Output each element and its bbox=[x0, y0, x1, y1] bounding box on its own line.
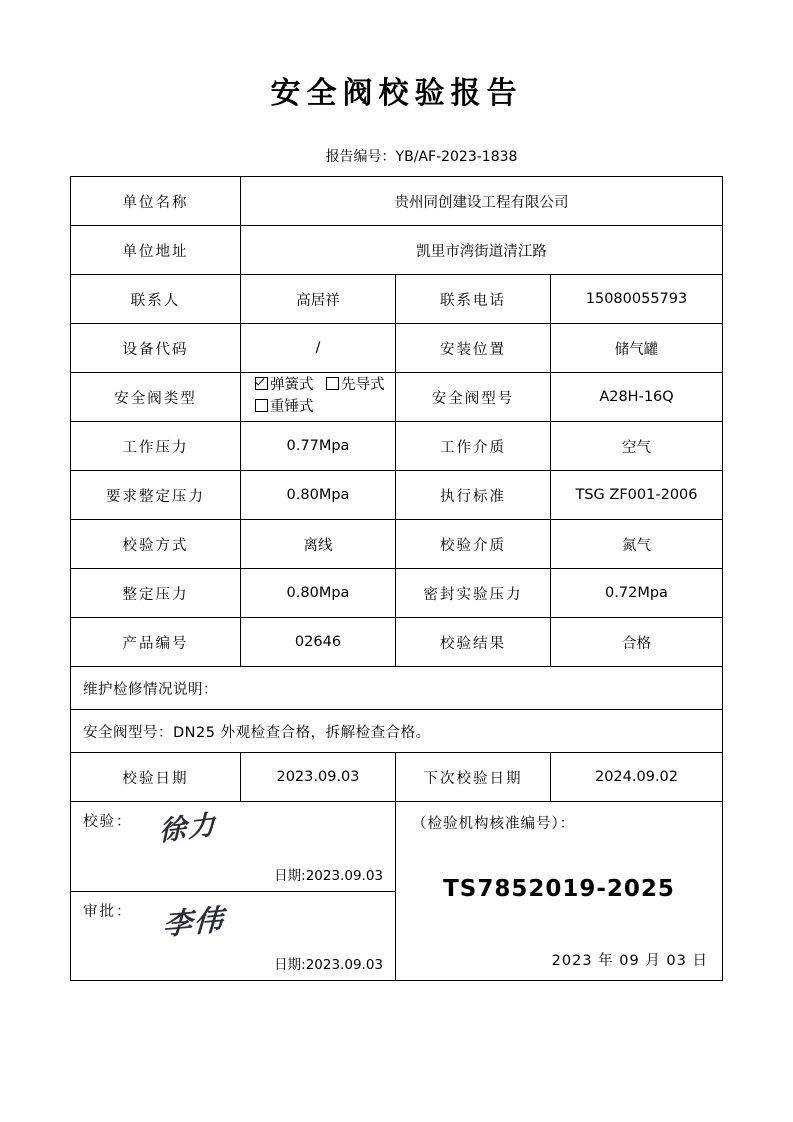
standard-value: TSG ZF001-2006 bbox=[551, 471, 723, 520]
valve-type-option-label: 先导式 bbox=[341, 377, 385, 394]
table-row bbox=[71, 569, 723, 618]
contact-label: 联系人 bbox=[71, 275, 241, 324]
valve-model-label: 安全阀型号 bbox=[396, 373, 551, 422]
work-medium-value: 空气 bbox=[551, 422, 723, 471]
table-row bbox=[71, 802, 723, 892]
check-date-label: 校验日期 bbox=[71, 753, 241, 802]
table-row bbox=[71, 275, 723, 324]
table-row bbox=[71, 710, 723, 753]
checker-signature: 徐力 bbox=[158, 809, 218, 848]
unit-address-label: 单位地址 bbox=[71, 226, 241, 275]
table-row bbox=[71, 226, 723, 275]
set-pressure-value: 0.80Mpa bbox=[241, 569, 396, 618]
unit-address-value: 凯里市湾街道清江路 bbox=[241, 226, 723, 275]
check-date-value: 2023.09.03 bbox=[241, 753, 396, 802]
work-pressure-label: 工作压力 bbox=[71, 422, 241, 471]
org-code-label: （检验机构核准编号）： bbox=[412, 816, 576, 832]
unit-name-value: 贵州同创建设工程有限公司 bbox=[241, 177, 723, 226]
table-row bbox=[71, 324, 723, 373]
checker-label: 校验： bbox=[83, 814, 133, 830]
install-position-value: 储气罐 bbox=[551, 324, 723, 373]
seal-pressure-value: 0.72Mpa bbox=[551, 569, 723, 618]
approver-date: 日期:2023.09.03 bbox=[274, 957, 383, 973]
table-row bbox=[71, 753, 723, 802]
valve-type-option-label: 弹簧式 bbox=[270, 377, 314, 394]
check-method-value: 离线 bbox=[241, 520, 396, 569]
maintenance-text: 安全阀型号：DN25 外观检查合格，拆解检查合格。 bbox=[71, 710, 723, 753]
phone-value: 15080055793 bbox=[551, 275, 723, 324]
valve-type-option-label: 重锤式 bbox=[270, 399, 314, 415]
valve-type-options bbox=[241, 373, 396, 422]
org-approval-cell bbox=[396, 802, 723, 981]
phone-label: 联系电话 bbox=[396, 275, 551, 324]
issue-date: 2023 年 09 月 03 日 bbox=[551, 953, 708, 969]
valve-model-value: A28H-16Q bbox=[551, 373, 723, 422]
set-pressure-required-value: 0.80Mpa bbox=[241, 471, 396, 520]
approver-cell bbox=[71, 891, 396, 981]
work-pressure-value: 0.77Mpa bbox=[241, 422, 396, 471]
next-check-date-value: 2024.09.02 bbox=[551, 753, 723, 802]
seal-pressure-label: 密封实验压力 bbox=[396, 569, 551, 618]
check-result-label: 校验结果 bbox=[396, 618, 551, 667]
checkbox-pilot-type[interactable] bbox=[326, 377, 339, 390]
product-no-value: 02646 bbox=[241, 618, 396, 667]
contact-value: 高居祥 bbox=[241, 275, 396, 324]
table-row bbox=[71, 373, 723, 422]
set-pressure-required-label: 要求整定压力 bbox=[71, 471, 241, 520]
device-code-label: 设备代码 bbox=[71, 324, 241, 373]
standard-label: 执行标准 bbox=[396, 471, 551, 520]
approver-signature: 李伟 bbox=[162, 901, 226, 942]
device-code-value: / bbox=[241, 324, 396, 373]
table-row bbox=[71, 618, 723, 667]
checker-date: 日期:2023.09.03 bbox=[274, 867, 383, 884]
approver-label: 审批： bbox=[83, 903, 133, 920]
next-check-date-label: 下次校验日期 bbox=[396, 753, 551, 802]
report-number: 报告编号：YB/AF-2023-1838 bbox=[325, 149, 518, 165]
install-position-label: 安装位置 bbox=[396, 324, 551, 373]
work-medium-label: 工作介质 bbox=[396, 422, 551, 471]
checkbox-weight-type[interactable] bbox=[255, 399, 268, 412]
table-row bbox=[71, 520, 723, 569]
check-result-value: 合格 bbox=[551, 618, 723, 667]
unit-name-label: 单位名称 bbox=[71, 177, 241, 226]
table-row bbox=[71, 177, 723, 226]
table-row bbox=[71, 422, 723, 471]
check-method-label: 校验方式 bbox=[71, 520, 241, 569]
table-row bbox=[71, 471, 723, 520]
report-table bbox=[70, 176, 723, 981]
valve-type-label: 安全阀类型 bbox=[71, 373, 241, 422]
table-row bbox=[71, 667, 723, 710]
product-no-label: 产品编号 bbox=[71, 618, 241, 667]
org-code-value: TS7852019-2025 bbox=[443, 876, 675, 902]
check-medium-label: 校验介质 bbox=[396, 520, 551, 569]
page-title: 安全阀校验报告 bbox=[270, 76, 523, 111]
checkbox-spring-type[interactable] bbox=[255, 377, 268, 390]
checker-cell bbox=[71, 802, 396, 892]
check-medium-value: 氮气 bbox=[551, 520, 723, 569]
maintenance-label: 维护检修情况说明： bbox=[71, 667, 723, 710]
set-pressure-label: 整定压力 bbox=[71, 569, 241, 618]
